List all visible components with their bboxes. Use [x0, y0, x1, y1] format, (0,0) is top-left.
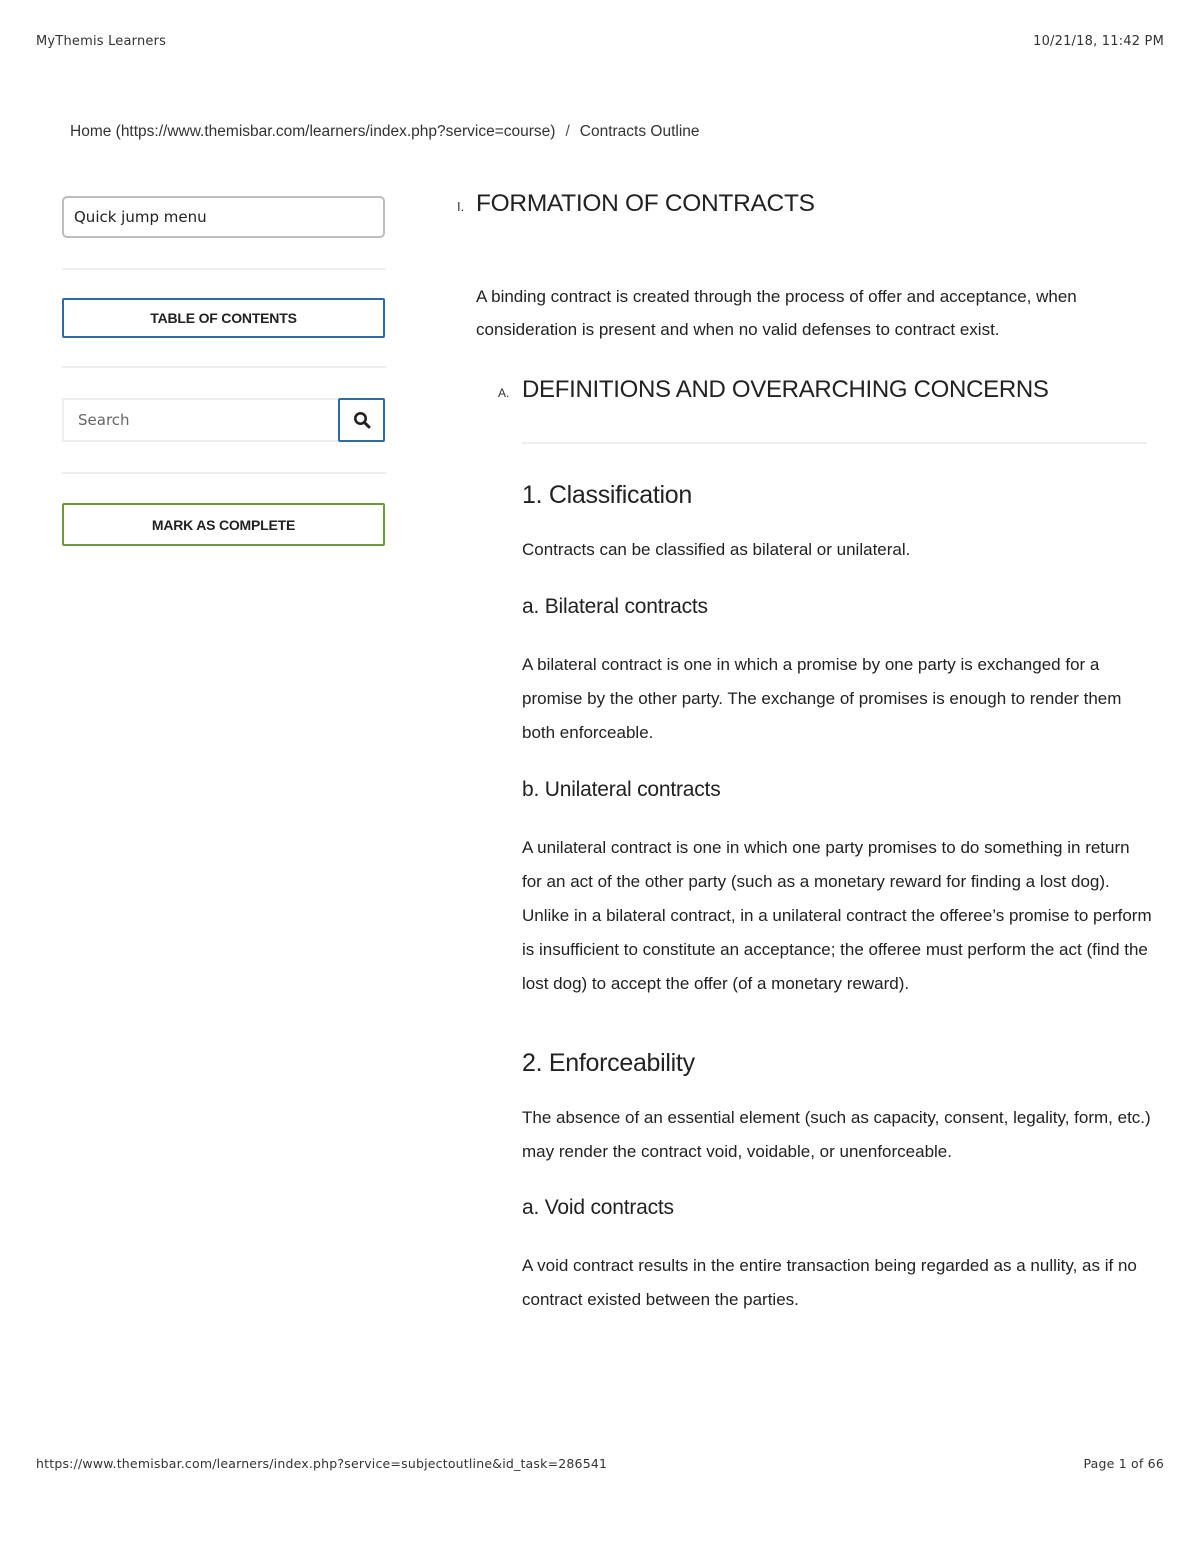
search-input[interactable]	[62, 398, 338, 442]
classification-heading: 1. Classification	[522, 481, 692, 509]
sidebar-divider	[62, 366, 386, 368]
section-title: FORMATION OF CONTRACTS	[476, 190, 815, 217]
subsection-heading	[498, 376, 1157, 412]
breadcrumb-current: Contracts Outline	[579, 123, 700, 140]
quick-jump-menu[interactable]	[62, 196, 385, 238]
print-footer-url: https://www.themisbar.com/learners/index.php?service=subjectoutline&id_task=286541	[36, 1456, 608, 1471]
search-button[interactable]	[338, 398, 385, 442]
sidebar-divider	[62, 472, 386, 474]
section-heading	[457, 190, 1157, 228]
print-header-datetime: 10/21/18, 11:42 PM	[1033, 34, 1164, 49]
classification-text: Contracts can be classified as bilateral or unilateral.	[522, 540, 911, 559]
quick-jump-label: Quick jump menu	[74, 208, 207, 226]
breadcrumb	[70, 123, 700, 141]
print-header-title: MyThemis Learners	[36, 34, 167, 49]
table-of-contents-button[interactable]	[62, 298, 385, 338]
enforceability-block	[522, 1001, 1152, 1317]
outline-content	[457, 190, 1157, 1317]
breadcrumb-home-link[interactable]: Home (https://www.themisbar.com/learners/index.php?service=course)	[70, 123, 556, 140]
section-number: I.	[457, 199, 465, 214]
subsection-letter: A.	[498, 386, 510, 400]
search-bar	[62, 398, 385, 442]
unilateral-text: A unilateral contract is one in which one party promises to do something in return for an act of the other party (such as a monetary reward for finding a lost dog). Unlike in a bilateral contract, in a unilateral contract the offeree’s promise to perform is insufficient to constitute an acceptance; the offeree must perform the act (find the lost dog) to accept the offer (of a monetary reward).	[522, 838, 1152, 993]
search-icon	[353, 411, 371, 429]
unilateral-heading: b. Unilateral contracts	[522, 778, 721, 801]
enforceability-heading: 2. Enforceability	[522, 1049, 695, 1077]
breadcrumb-separator: /	[565, 123, 570, 140]
bilateral-text: A bilateral contract is one in which a promise by one party is exchanged for a promise by the other party. The exchange of promises is enough to render them both enforceable.	[522, 655, 1122, 742]
section-intro: A binding contract is created through the process of offer and acceptance, when consideration is present and when no valid defenses to contract exist.	[476, 287, 1077, 339]
classification-block	[522, 444, 1152, 1001]
subsection-title: DEFINITIONS AND OVERARCHING CONCERNS	[522, 376, 1049, 403]
sidebar	[62, 196, 386, 546]
bilateral-heading: a. Bilateral contracts	[522, 595, 708, 618]
print-footer-page: Page 1 of 66	[1083, 1456, 1164, 1471]
void-heading: a. Void contracts	[522, 1196, 674, 1219]
sidebar-divider	[62, 268, 386, 270]
enforceability-text: The absence of an essential element (such as capacity, consent, legality, form, etc.) may render the contract void, voidable, or unenforceable.	[522, 1108, 1151, 1161]
toc-button-label: TABLE OF CONTENTS	[150, 310, 297, 326]
complete-button-label: MARK AS COMPLETE	[151, 516, 296, 533]
mark-as-complete-button[interactable]	[62, 503, 385, 546]
void-text: A void contract results in the entire transaction being regarded as a nullity, as if no contract existed between the parties.	[522, 1256, 1137, 1309]
